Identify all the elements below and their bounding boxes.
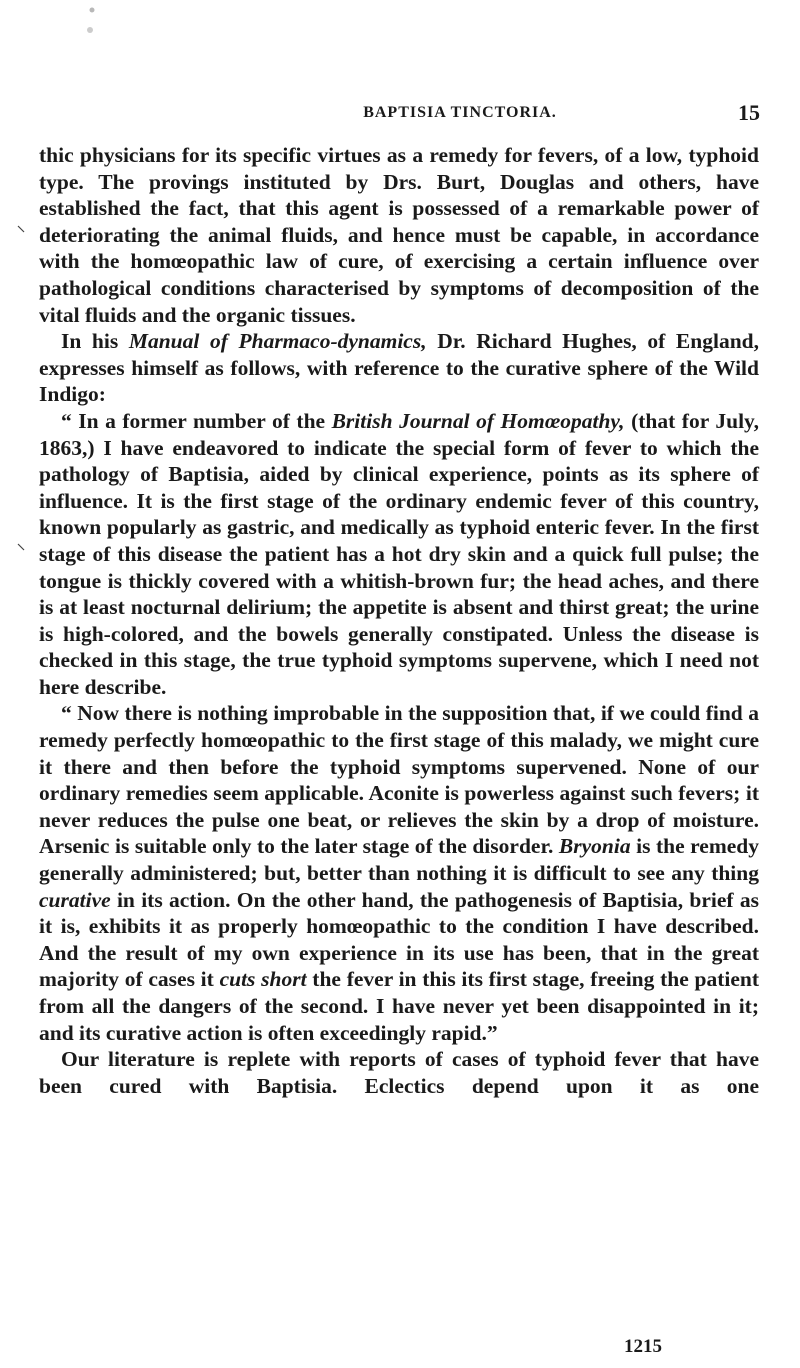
margin-tick <box>18 544 24 550</box>
paragraph-2-text-b: Dr. Richard Hughes, of England, expresses himself as follows, with reference to the curative sphere of the Wild Indigo: <box>39 329 759 407</box>
paragraph-1-text: thic physicians for its specific virtues as a remedy for fevers, of a low, typhoid type. The provings instituted by Drs. Burt, Douglas and others, have established the fact, that this agent is possessed of a remarkable power of deteriorating the animal fluids, and hence must be capable, in accordance with the homœopathic law of cure, of exercising a certain influence over pathological conditions characterised by symptoms of decomposition of the vital fluids and the organic tissues. <box>39 143 759 327</box>
paragraph-5-text: Our literature is replete with reports of cases of typhoid fever that have been cured with Baptisia. Eclectics depend upon it as one <box>39 1047 759 1098</box>
paragraph-4-text-c: in its action. On the other hand, the pathogenesis of Baptisia, brief as it is, exhibits it as properly homœopathic to the condition I have described. And the result of my own experience in its use has been, that in the great majority of cases it <box>39 887 759 992</box>
emphasis-cuts-short: cuts short <box>219 967 307 992</box>
printer-signature: 1215 <box>624 1336 662 1357</box>
running-head <box>0 100 800 128</box>
paragraph-2-text-a: In his <box>61 329 129 354</box>
speck <box>90 8 95 13</box>
body-text <box>39 142 759 1099</box>
paragraph-1 <box>39 142 759 328</box>
paragraph-4-text-d: the fever in this its first stage, freeing the patient from all the dangers of the second. I have never yet been disappointed in it; and its curative action is often exceedingly rapid.” <box>39 967 760 1045</box>
paragraph-4-text-a: “ Now there is nothing improbable in the supposition that, if we could find a remedy perfectly homœopathic to the first stage of this malady, we might cure it there and then before the typhoid symptoms supervened. None of our ordinary remedies seem applicable. Aconite is powerless against such fevers; it never reduces the pulse one beat, or relieves the skin by a drop of moisture. Arsenic is suitable only to the later stage of the disorder. <box>39 701 759 859</box>
journal-title: British Journal of Homœopathy, <box>331 408 625 433</box>
paragraph-3-text-b: (that for July, 1863,) I have endeavored to indicate the special form of fever to which the pathology of Baptisia, aided by clinical experience, points as its sphere of influence. It is the first stage of the ordinary endemic fever of this country, known popularly as gastric, and medically as typhoid enteric fever. In the first stage of this disease the patient has a hot dry skin and a quick full pulse; the tongue is thickly covered with a whitish-brown fur; the head aches, and there is at least nocturnal delirium; the appetite is absent and thirst great; the urine is high-colored, and the bowels generally constipated. Unless the disease is checked in this stage, the true typhoid symptoms supervene, which I need not here describe. <box>39 408 760 699</box>
paragraph-3-text-a: “ In a former number of the <box>61 408 332 433</box>
speck <box>87 27 93 33</box>
paragraph-4 <box>39 700 759 1046</box>
book-title-manual: Manual of Pharmaco-dynamics, <box>128 329 427 354</box>
paragraph-2 <box>39 328 759 408</box>
margin-tick <box>18 226 24 232</box>
running-title: BAPTISIA TINCTORIA. <box>363 104 557 121</box>
emphasis-curative: curative <box>39 887 111 912</box>
paragraph-4-text-b: is the remedy generally administered; but, better than nothing it is difficult to see any thing <box>39 834 759 886</box>
remedy-bryonia: Bryonia <box>558 834 631 859</box>
paragraph-5 <box>39 1046 759 1099</box>
paragraph-3 <box>39 408 759 701</box>
page-number: 15 <box>738 100 760 125</box>
